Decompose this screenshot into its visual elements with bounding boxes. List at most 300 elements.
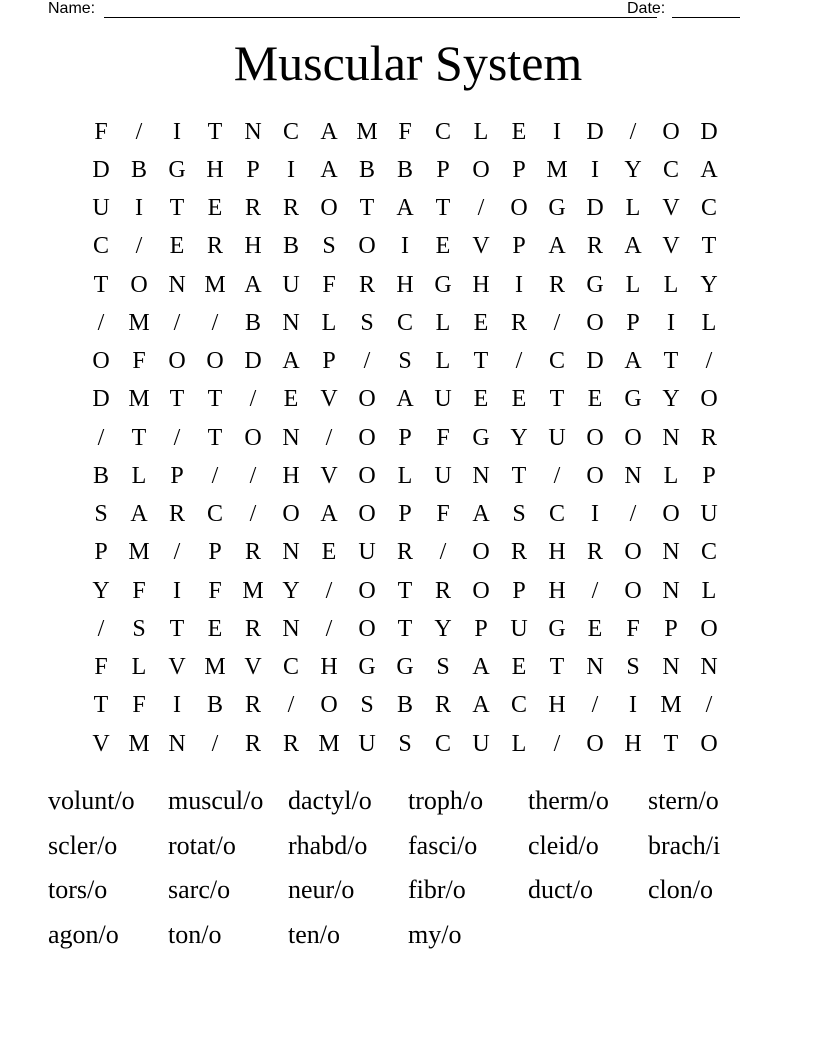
grid-cell: O <box>320 195 338 222</box>
grid-cell: / <box>97 615 105 642</box>
grid-cell: H <box>624 730 642 757</box>
grid-cell: B <box>396 156 413 183</box>
grid-cell: U <box>434 462 452 489</box>
grid-cell: U <box>358 539 376 566</box>
grid-cell: I <box>173 577 181 604</box>
grid-cell: T <box>131 424 147 451</box>
grid-cell: R <box>586 539 603 566</box>
grid-cell: / <box>249 386 257 413</box>
grid-cell: O <box>282 501 300 528</box>
grid-cell: O <box>662 118 680 145</box>
grid-cell: R <box>282 195 299 222</box>
grid-cell: T <box>397 615 413 642</box>
grid-cell: / <box>325 577 333 604</box>
grid-cell: N <box>282 539 300 566</box>
grid-cell: G <box>548 195 566 222</box>
grid-cell: T <box>207 424 223 451</box>
grid-cell: T <box>207 386 223 413</box>
grid-cell: S <box>398 348 412 375</box>
grid-cell: R <box>244 195 261 222</box>
grid-cell: T <box>93 692 109 719</box>
grid-cell: C <box>434 730 451 757</box>
grid-cell: T <box>701 233 717 260</box>
word-bank-item: dactyl/o <box>288 786 372 815</box>
word-bank-item: brach/i <box>648 830 721 860</box>
word-bank-item: agon/o <box>48 919 119 949</box>
grid-cell: T <box>549 386 565 413</box>
grid-cell: F <box>398 118 412 145</box>
grid-cell: C <box>206 501 223 528</box>
grid-cell: / <box>173 424 181 451</box>
grid-cell: O <box>662 501 680 528</box>
grid-cell: E <box>283 386 299 413</box>
grid-cell: I <box>553 118 561 145</box>
grid-cell: Y <box>510 424 528 451</box>
grid-cell: D <box>586 195 604 222</box>
grid-cell: P <box>512 233 526 260</box>
grid-cell: O <box>358 462 376 489</box>
grid-cell: R <box>244 692 261 719</box>
grid-cell: O <box>624 577 642 604</box>
grid-cell: U <box>700 501 718 528</box>
grid-cell: / <box>211 309 219 336</box>
grid-cell: D <box>92 386 110 413</box>
grid-cell: T <box>663 348 679 375</box>
grid-cell: N <box>282 309 300 336</box>
grid-cell: C <box>282 118 299 145</box>
grid-cell: Y <box>92 577 110 604</box>
word-bank-item: sarc/o <box>168 875 231 904</box>
grid-cell: A <box>472 501 490 528</box>
word-bank-item: duct/o <box>528 875 593 904</box>
grid-cell: H <box>472 271 490 298</box>
grid-cell: F <box>436 424 450 451</box>
word-bank-item: stern/o <box>648 786 719 815</box>
grid-cell: V <box>92 730 110 757</box>
grid-cell: Y <box>624 156 642 183</box>
grid-cell: L <box>701 577 717 604</box>
name-blank-line[interactable] <box>104 17 657 18</box>
grid-cell: T <box>511 462 527 489</box>
grid-cell: / <box>705 348 713 375</box>
grid-cell: L <box>511 730 527 757</box>
grid-cell: C <box>282 654 299 681</box>
grid-cell: O <box>586 462 604 489</box>
grid-cell: B <box>206 692 223 719</box>
grid-cell: P <box>208 539 222 566</box>
grid-cell: I <box>173 692 181 719</box>
grid-cell: O <box>206 348 224 375</box>
word-bank-item: rhabd/o <box>288 830 368 860</box>
grid-cell: F <box>94 118 108 145</box>
grid-cell: T <box>397 577 413 604</box>
grid-cell: L <box>473 118 489 145</box>
grid-cell: R <box>434 692 451 719</box>
grid-cell: E <box>169 233 185 260</box>
grid-cell: U <box>358 730 376 757</box>
date-blank-line[interactable] <box>672 17 740 18</box>
word-bank-item: rotat/o <box>168 830 236 860</box>
grid-cell: N <box>662 654 680 681</box>
word-bank-item: volunt/o <box>48 786 135 815</box>
grid-cell: G <box>472 424 490 451</box>
grid-cell: O <box>130 271 148 298</box>
grid-cell: G <box>168 156 186 183</box>
grid-cell: N <box>662 577 680 604</box>
grid-cell: A <box>320 501 338 528</box>
grid-cell: N <box>662 539 680 566</box>
grid-cell: V <box>662 195 680 222</box>
grid-cell: O <box>358 233 376 260</box>
grid-cell: T <box>473 348 489 375</box>
word-bank-item: tors/o <box>48 875 108 904</box>
grid-cell: / <box>97 309 105 336</box>
grid-cell: O <box>358 386 376 413</box>
grid-cell: E <box>207 195 223 222</box>
grid-cell: G <box>358 654 376 681</box>
grid-cell: R <box>510 539 527 566</box>
grid-cell: N <box>244 118 262 145</box>
grid-cell: P <box>398 424 412 451</box>
grid-cell: C <box>434 118 451 145</box>
grid-cell: N <box>168 271 186 298</box>
grid-cell: R <box>510 309 527 336</box>
grid-cell: O <box>586 730 604 757</box>
word-bank-item: fibr/o <box>408 875 466 904</box>
grid-cell: D <box>586 348 604 375</box>
grid-cell: E <box>511 654 527 681</box>
grid-cell: F <box>322 271 336 298</box>
grid-cell: O <box>472 539 490 566</box>
grid-cell: M <box>204 271 226 298</box>
grid-cell: R <box>244 539 261 566</box>
grid-cell: L <box>625 271 641 298</box>
grid-cell: P <box>512 577 526 604</box>
grid-cell: I <box>515 271 523 298</box>
grid-cell: M <box>356 118 378 145</box>
grid-cell: O <box>700 386 718 413</box>
grid-cell: G <box>586 271 604 298</box>
grid-cell: Y <box>282 577 300 604</box>
grid-cell: V <box>320 386 338 413</box>
grid-cell: S <box>398 730 412 757</box>
grid-cell: A <box>624 348 642 375</box>
grid-cell: O <box>244 424 262 451</box>
grid-cell: V <box>320 462 338 489</box>
grid-cell: H <box>548 539 566 566</box>
grid-cell: P <box>664 615 678 642</box>
word-bank <box>48 782 768 960</box>
grid-cell: F <box>132 692 146 719</box>
grid-cell: P <box>94 539 108 566</box>
grid-cell: I <box>629 692 637 719</box>
grid-cell: O <box>358 615 376 642</box>
grid-cell: A <box>130 501 148 528</box>
grid-cell: A <box>282 348 300 375</box>
grid-cell: U <box>472 730 490 757</box>
grid-cell: H <box>320 654 338 681</box>
grid-cell: N <box>586 654 604 681</box>
word-bank-item: ten/o <box>288 919 340 949</box>
grid-cell: O <box>624 539 642 566</box>
grid-cell: O <box>168 348 186 375</box>
grid-cell: T <box>207 118 223 145</box>
grid-cell: I <box>591 501 599 528</box>
grid-cell: Y <box>434 615 452 642</box>
grid-cell: V <box>168 654 186 681</box>
word-bank-item: clon/o <box>648 875 713 904</box>
grid-cell: E <box>435 233 451 260</box>
grid-cell: I <box>401 233 409 260</box>
grid-cell: C <box>662 156 679 183</box>
word-bank-item: cleid/o <box>528 830 599 860</box>
grid-cell: N <box>662 424 680 451</box>
grid-cell: H <box>548 577 566 604</box>
grid-cell: I <box>173 118 181 145</box>
name-label: Name: <box>48 0 96 17</box>
grid-cell: B <box>396 692 413 719</box>
grid-cell: G <box>396 654 414 681</box>
grid-cell: O <box>358 424 376 451</box>
grid-cell: O <box>586 424 604 451</box>
grid-cell: B <box>92 462 109 489</box>
grid-cell: O <box>700 615 718 642</box>
grid-cell: B <box>282 233 299 260</box>
grid-cell: P <box>436 156 450 183</box>
grid-cell: B <box>358 156 375 183</box>
grid-cell: D <box>244 348 262 375</box>
grid-cell: A <box>244 271 262 298</box>
grid-cell: C <box>548 501 565 528</box>
grid-cell: C <box>700 195 717 222</box>
grid-cell: P <box>512 156 526 183</box>
grid-cell: U <box>92 195 110 222</box>
grid-cell: U <box>510 615 528 642</box>
grid-cell: M <box>242 577 264 604</box>
page-title: Muscular System <box>233 35 583 91</box>
grid-cell: U <box>282 271 300 298</box>
grid-cell: T <box>169 195 185 222</box>
date-label: Date: <box>627 0 666 17</box>
grid-cell: C <box>548 348 565 375</box>
grid-cell: L <box>435 348 451 375</box>
grid-cell: M <box>128 386 150 413</box>
grid-cell: F <box>208 577 222 604</box>
grid-cell: N <box>624 462 642 489</box>
grid-cell: / <box>439 539 447 566</box>
grid-cell: / <box>591 692 599 719</box>
grid-cell: R <box>358 271 375 298</box>
grid-cell: / <box>325 615 333 642</box>
word-bank-item: my/o <box>408 919 462 949</box>
grid-cell: / <box>97 424 105 451</box>
grid-cell: / <box>325 424 333 451</box>
grid-cell: E <box>587 386 603 413</box>
grid-cell: M <box>660 692 682 719</box>
grid-cell: A <box>320 156 338 183</box>
grid-cell: / <box>211 730 219 757</box>
grid-cell: / <box>363 348 371 375</box>
grid-cell: C <box>92 233 109 260</box>
grid-cell: B <box>130 156 147 183</box>
grid-cell: B <box>244 309 261 336</box>
grid-cell: / <box>211 462 219 489</box>
grid-cell: P <box>322 348 336 375</box>
grid-cell: V <box>244 654 262 681</box>
grid-cell: D <box>586 118 604 145</box>
grid-cell: / <box>553 730 561 757</box>
grid-cell: F <box>132 577 146 604</box>
grid-cell: T <box>663 730 679 757</box>
grid-cell: O <box>624 424 642 451</box>
word-bank-item: muscul/o <box>168 786 264 815</box>
grid-cell: / <box>591 577 599 604</box>
grid-cell: A <box>700 156 718 183</box>
grid-cell: E <box>207 615 223 642</box>
grid-cell: Y <box>700 271 718 298</box>
grid-cell: V <box>472 233 490 260</box>
grid-cell: A <box>624 233 642 260</box>
grid-cell: U <box>434 386 452 413</box>
grid-cell: T <box>169 615 185 642</box>
grid-cell: S <box>94 501 108 528</box>
grid-cell: M <box>128 730 150 757</box>
grid-cell: T <box>169 386 185 413</box>
grid-cell: A <box>472 654 490 681</box>
grid-cell: L <box>397 462 413 489</box>
grid-cell: / <box>173 539 181 566</box>
grid-cell: T <box>435 195 451 222</box>
grid-cell: N <box>282 615 300 642</box>
grid-cell: F <box>132 348 146 375</box>
grid-cell: / <box>553 309 561 336</box>
grid-cell: R <box>548 271 565 298</box>
grid-cell: T <box>93 271 109 298</box>
grid-cell: / <box>173 309 181 336</box>
grid-cell: L <box>663 462 679 489</box>
grid-cell: F <box>436 501 450 528</box>
grid-cell: S <box>322 233 336 260</box>
grid-cell: R <box>434 577 451 604</box>
grid-cell: R <box>244 730 261 757</box>
grid-cell: O <box>472 577 490 604</box>
grid-cell: A <box>548 233 566 260</box>
grid-cell: P <box>474 615 488 642</box>
grid-cell: E <box>587 615 603 642</box>
grid-cell: O <box>472 156 490 183</box>
grid-cell: H <box>396 271 414 298</box>
grid-cell: L <box>435 309 451 336</box>
grid-cell: I <box>135 195 143 222</box>
grid-cell: L <box>701 309 717 336</box>
grid-cell: T <box>359 195 375 222</box>
grid-cell: H <box>244 233 262 260</box>
grid-cell: R <box>244 615 261 642</box>
grid-cell: N <box>700 654 718 681</box>
grid-cell: P <box>170 462 184 489</box>
grid-cell: A <box>472 692 490 719</box>
grid-cell: Y <box>662 386 680 413</box>
grid-cell: L <box>321 309 337 336</box>
grid-cell: C <box>700 539 717 566</box>
grid-cell: L <box>625 195 641 222</box>
header <box>48 0 740 20</box>
grid-cell: / <box>135 233 143 260</box>
word-bank-item: neur/o <box>288 875 355 904</box>
grid-cell: A <box>320 118 338 145</box>
grid-cell: D <box>92 156 110 183</box>
grid-cell: M <box>128 309 150 336</box>
grid-cell: E <box>473 309 489 336</box>
word-bank-item: therm/o <box>528 786 609 815</box>
grid-cell: O <box>358 577 376 604</box>
grid-cell: / <box>515 348 523 375</box>
grid-cell: O <box>586 309 604 336</box>
grid-cell: R <box>206 233 223 260</box>
grid-cell: / <box>249 501 257 528</box>
grid-cell: H <box>206 156 224 183</box>
letter-grid <box>82 113 728 763</box>
grid-cell: F <box>626 615 640 642</box>
grid-cell: S <box>436 654 450 681</box>
grid-cell: G <box>548 615 566 642</box>
grid-cell: E <box>511 118 527 145</box>
grid-cell: R <box>586 233 603 260</box>
grid-cell: I <box>591 156 599 183</box>
grid-cell: M <box>546 156 568 183</box>
grid-cell: P <box>702 462 716 489</box>
grid-cell: / <box>477 195 485 222</box>
grid-cell: E <box>321 539 337 566</box>
grid-cell: L <box>131 462 147 489</box>
grid-cell: O <box>320 692 338 719</box>
grid-cell: A <box>396 386 414 413</box>
grid-cell: R <box>168 501 185 528</box>
grid-cell: I <box>667 309 675 336</box>
grid-cell: / <box>553 462 561 489</box>
grid-cell: N <box>282 424 300 451</box>
grid-cell: S <box>360 692 374 719</box>
grid-cell: M <box>128 539 150 566</box>
grid-cell: O <box>700 730 718 757</box>
grid-cell: L <box>131 654 147 681</box>
grid-cell: / <box>249 462 257 489</box>
grid-cell: C <box>510 692 527 719</box>
word-bank-item: scler/o <box>48 830 118 860</box>
grid-cell: L <box>663 271 679 298</box>
grid-cell: R <box>282 730 299 757</box>
grid-cell: I <box>287 156 295 183</box>
grid-cell: H <box>282 462 300 489</box>
grid-cell: S <box>360 309 374 336</box>
grid-cell: / <box>705 692 713 719</box>
grid-cell: N <box>472 462 490 489</box>
grid-cell: E <box>473 386 489 413</box>
grid-cell: S <box>132 615 146 642</box>
grid-cell: C <box>396 309 413 336</box>
grid-cell: P <box>398 501 412 528</box>
grid-cell: G <box>434 271 452 298</box>
grid-cell: M <box>318 730 340 757</box>
grid-cell: R <box>700 424 717 451</box>
grid-cell: O <box>510 195 528 222</box>
grid-cell: D <box>700 118 718 145</box>
grid-cell: E <box>511 386 527 413</box>
grid-cell: / <box>287 692 295 719</box>
grid-cell: / <box>135 118 143 145</box>
word-bank-item: ton/o <box>168 919 222 949</box>
grid-cell: N <box>168 730 186 757</box>
